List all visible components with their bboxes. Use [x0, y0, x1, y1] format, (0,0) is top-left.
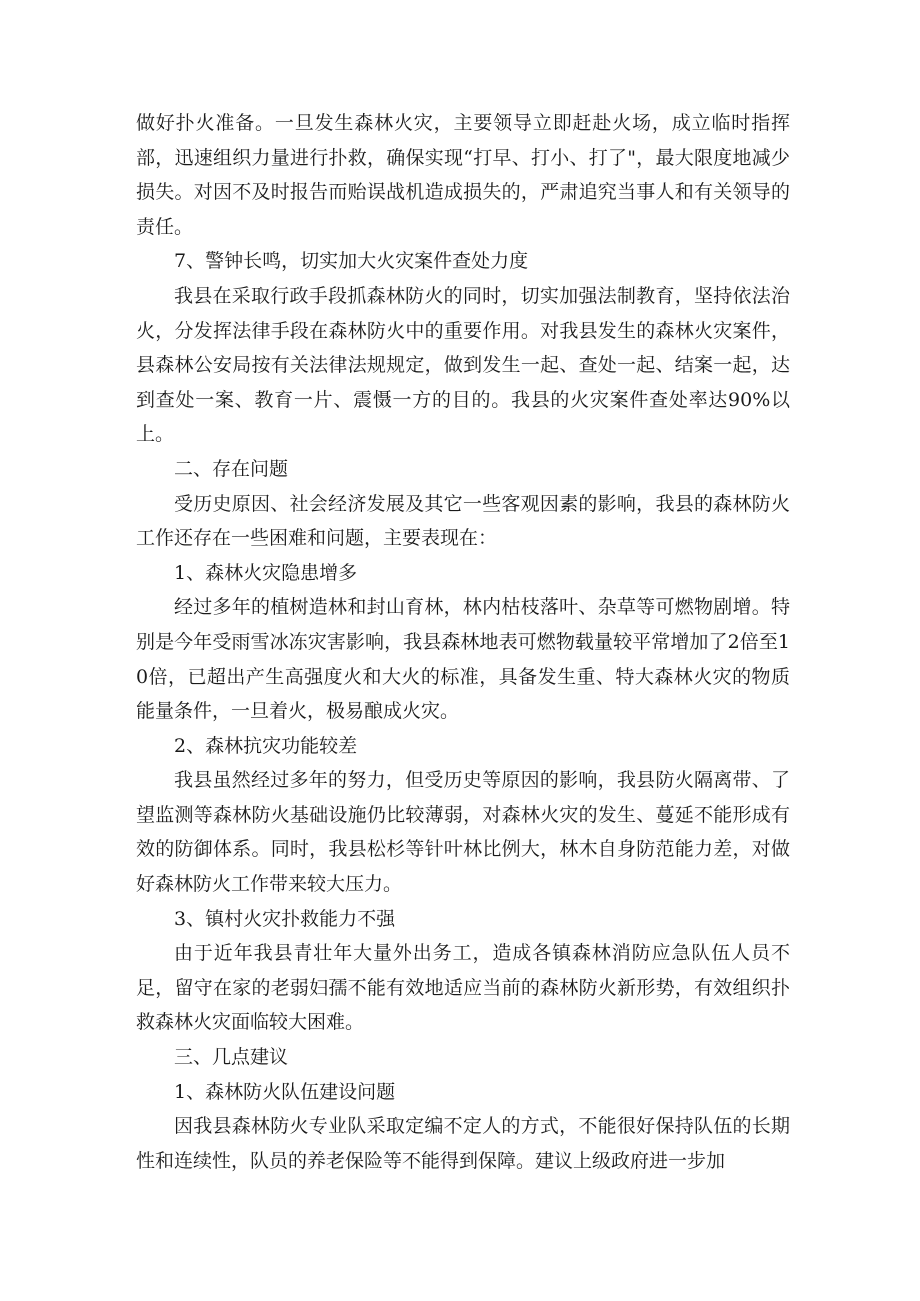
paragraph: 因我县森林防火专业队采取定编不定人的方式，不能很好保持队伍的长期性和连续性，队员的养老保险等不能得到保障。建议上级政府进一步加: [136, 1115, 790, 1172]
paragraph-continuation: 做好扑火准备。一旦发生森林火灾，主要领导立即赶赴火场，成立临时指挥部，迅速组织力量进行扑救，确保实现“打早、打小、打了"，最大限度地减少损失。对因不及时报告而贻误战机造成损失的，严肃追究当事人和有关领导的责任。: [136, 112, 790, 238]
paragraph: 经过多年的植树造林和封山育林，林内枯枝落叶、杂草等可燃物剧增。特别是今年受雨雪冰冻灾害影响，我县森林地表可燃物载量较平常增加了2倍至10倍，已超出产生高强度火和大火的标准，具备发生重、特大森林火灾的物质能量条件，一旦着火，极易酿成火灾。: [136, 596, 790, 723]
section-heading-problems: 二、存在问题: [174, 457, 289, 480]
paragraph: 受历史原因、社会经济发展及其它一些客观因素的影响，我县的森林防火工作还存在一些困难和问题，主要表现在：: [136, 492, 790, 550]
paragraph: 由于近年我县青壮年大量外出务工，造成各镇森林消防应急队伍人员不足，留守在家的老弱妇孺不能有效地适应当前的森林防火新形势，有效组织扑救森林火灾面临较大困难。: [136, 942, 790, 1034]
subheading-3: 3、镇村火灾扑救能力不强: [174, 907, 396, 930]
document-text: [136, 106, 790, 1178]
paragraph: 我县在采取行政手段抓森林防火的同时，切实加强法制教育，坚持依法治火，分发挥法律手段在森林防火中的重要作用。对我县发生的森林火灾案件，县森林公安局按有关法律法规规定，做到发生一起、查处一起、结案一起，达到查处一案、教育一片、震慑一方的目的。我县的火灾案件查处率达90%以上。: [136, 284, 790, 446]
subheading-2: 2、森林抗灾功能较差: [174, 734, 358, 757]
section-heading-suggestions: 三、几点建议: [174, 1046, 289, 1069]
subheading-1: 1、森林火灾隐患增多: [174, 561, 358, 584]
section-heading-7: 7、警钟长鸣，切实加大火灾案件查处力度: [174, 250, 529, 273]
subheading-suggestion-1: 1、森林防火队伍建设问题: [174, 1080, 396, 1103]
paragraph: 我县虽然经过多年的努力，但受历史等原因的影响，我县防火隔离带、了望监测等森林防火基础设施仍比较薄弱，对森林火灾的发生、蔓延不能形成有效的防御体系。同时，我县松杉等针叶林比例大，林木自身防范能力差，对做好森林防火工作带来较大压力。: [136, 769, 790, 896]
